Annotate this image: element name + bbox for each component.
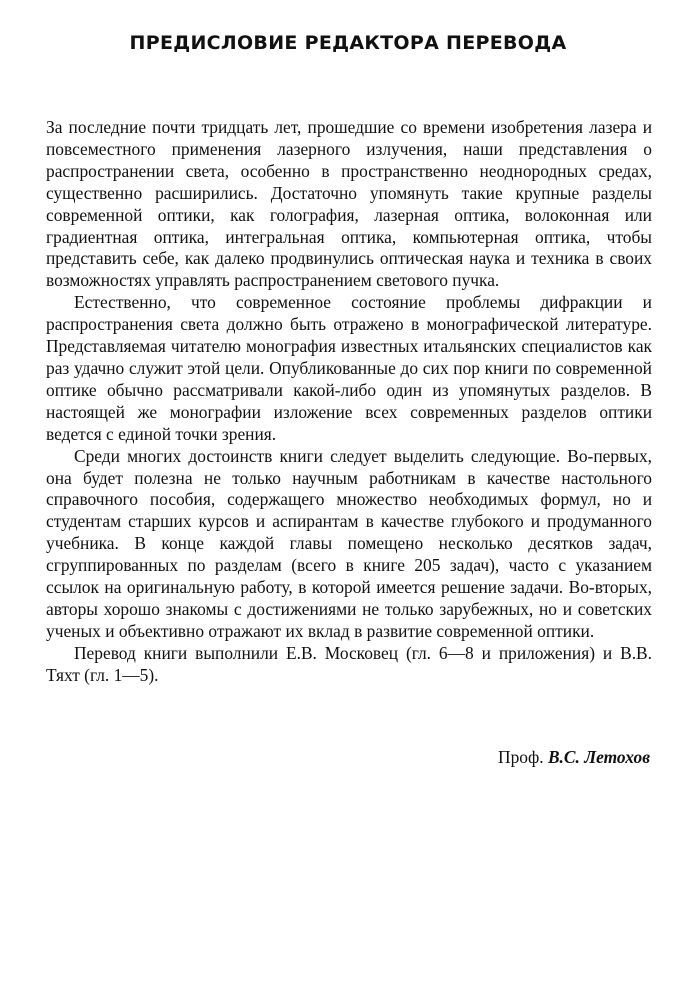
paragraph-4: Перевод книги выполнили Е.В. Московец (гл. 6—8 и приложения) и В.В. Тяхт (гл. 1—5). [46,642,652,685]
signature-prefix: Проф. [498,747,544,767]
paragraph-1: За последние почти тридцать лет, прошедшие со времени изобретения лазера и повсеместного применения лазерного излучения, наши представления о распространении света, особенно в пространственно неоднородных средах, существенно расширились. Достаточно упомянуть такие крупные разделы современной оптики, как голография, лазерная оптика, волоконная или градиентная оптика, интегральная оптика, компьютерная оптика, чтобы представить себе, как далеко продвинулись оптическая наука и техника в своих возможностях управлять распространением светового пучка. [46,117,652,291]
body-text [46,117,652,687]
paragraph-2: Естественно, что современное состояние проблемы дифракции и распространения света должно быть отражено в монографической литературе. Представляемая читателю монография известных итальянских специалистов как раз удачно служит этой цели. Опубликованные до сих пор книги по современной оптике обычно рассматривали какой-либо один из упомянутых разделов. В настоящей же монографии изложение всех современных разделов оптики ведется с единой точки зрения. [46,292,652,444]
signature [498,746,650,768]
signature-name: В.С. Летохов [547,747,650,767]
page-title: ПРЕДИСЛОВИЕ РЕДАКТОРА ПЕРЕВОДА [129,32,567,54]
paragraph-3: Среди многих достоинств книги следует выделить следующие. Во-первых, она будет полезна не только научным работникам в качестве настольного справочного пособия, содержащего множество необходимых формул, но и студентам старших курсов и аспирантам в качестве глубокого и продуманного учебника. В конце каждой главы помещено несколько десятков задач, сгруппированных по разделам (всего в книге 205 задач), часто с указанием ссылок на оригинальную работу, в которой имеется решение задачи. Во-вторых, авторы хорошо знакомы с достижениями не только зарубежных, но и советских ученых и объективно отражают их вклад в развитие современной оптики. [46,445,652,641]
